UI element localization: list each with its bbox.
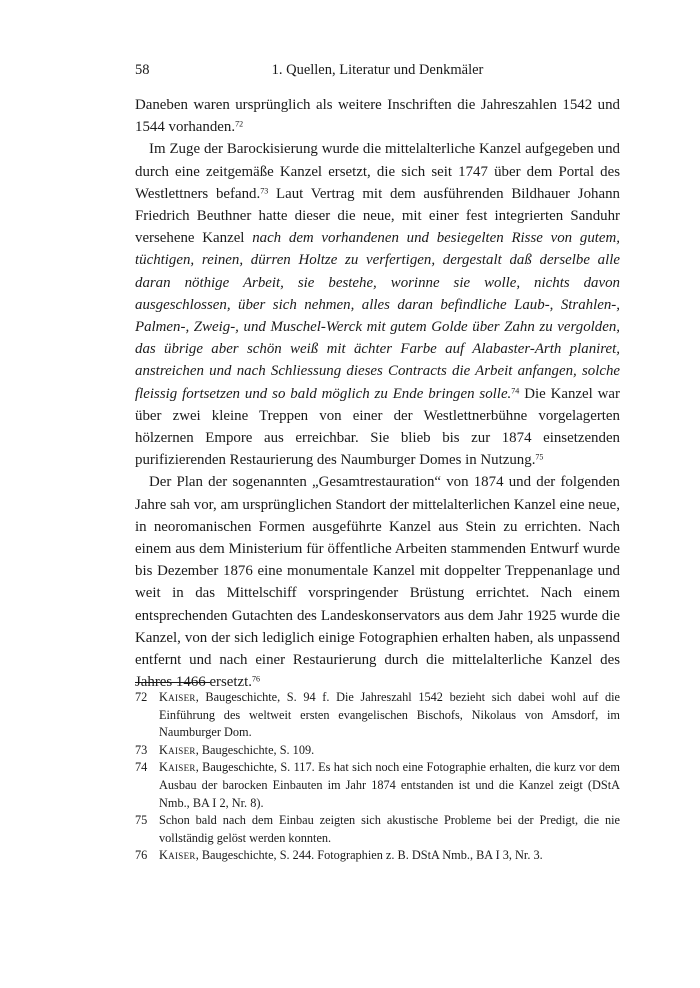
paragraph-text: Im Zuge der Barockisierung wurde die mittelalterliche Kanzel aufgegeben und durch eine zeitgemäße Kanzel ersetzt, die sich seit 1747 über dem Portal des Westlettners befand. <box>135 141 620 202</box>
footnote-body: , Baugeschichte, S. 94 f. Die Jahreszahl 1542 bezieht sich dabei wohl auf die Einführung des weltweit ersten evangelischen Bischofs, Nikolaus von Amsdorf, im Naumburger Dom. <box>159 690 620 740</box>
footnote-author: Kaiser <box>159 690 196 704</box>
paragraph-3 <box>135 471 620 693</box>
footnote-ref: 73 <box>260 186 269 196</box>
footnote-number: 76 <box>135 848 148 863</box>
footnote-ref: 76 <box>252 674 261 684</box>
running-head: 1. Quellen, Literatur und Denkmäler <box>271 62 484 78</box>
footnote-author: Kaiser <box>159 742 196 757</box>
footnote-rule <box>135 682 210 683</box>
footnote <box>135 689 620 742</box>
footnote-ref: 74 <box>511 386 520 396</box>
footnote-body: Schon bald nach dem Einbau zeigten sich akustische Probleme bei der Predigt, die nie vollständig gelöst werden konnten. <box>159 813 620 845</box>
paragraph-text: Laut Vertrag mit dem ausführenden Bildhauer Johann Friedrich Beuthner hatte dieser die neue, mit einer fest integrierten Sanduhr versehene Kanzel <box>135 185 620 247</box>
footnote-text <box>159 812 620 847</box>
footnote-text <box>159 847 620 865</box>
footnote-text <box>159 742 620 760</box>
footnote-author: Kaiser <box>159 848 196 863</box>
footnote-ref: 72 <box>235 119 244 129</box>
footnote <box>135 847 620 865</box>
footnote <box>135 812 620 847</box>
paragraph-text: Die Kanzel war über zwei kleine Treppen von einer der Westlettnerbühne vorgelagerten hölzernen Empore aus erreichbar. Sie blieb bis zur 1874 einsetzenden purifizierenden Restaurierung des Naumburger Domes in Nutzung. <box>135 385 620 469</box>
paragraph-2 <box>135 138 620 471</box>
footnote-number: 72 <box>135 690 148 704</box>
page-number: 58 <box>135 62 150 78</box>
footnote-number: 75 <box>135 813 148 828</box>
footnote-body: , Baugeschichte, S. 117. Es hat sich noch eine Fotographie erhalten, die kurz vor dem Ausbau der barocken Einbauten im Jahr 1874 entstanden ist und die Kanzel zeigt (DStA Nmb., BA I 2, Nr. 8). <box>159 760 620 810</box>
footnote-body: , Baugeschichte, S. 109. <box>195 742 315 757</box>
footnote-number: 73 <box>135 742 148 757</box>
footnote <box>135 759 620 812</box>
paragraph-text: Der Plan der sogenannten „Gesamtrestauration“ von 1874 und der folgenden Jahre sah vor, am ursprünglichen Standort der mittelalterlichen Kanzel eine neue, in neoromanischen Formen ausgeführte Kanzel aus Stein zu errichten. Nach einem aus dem Ministerium für öffentliche Arbeiten stammenden Entwurf wurde bis Dezember 1876 eine monumentale Kanzel mit doppelter Treppenanlage und weit in das Mittelschiff vorspringender Brüstung errichtet. Nach einem entsprechenden Gutachten des Landeskonservators aus dem Jahr 1925 wurde die Kanzel, von der sich lediglich einige Fotographien erhalten haben, als unpassend entfernt und nach einer Restaurierung durch die mittelalterliche Kanzel des Jahres 1466 ersetzt. <box>135 474 620 691</box>
contract-quote: nach dem vorhandenen und besiegelten Risse von gutem, tüchtigen, reinen, dürren Holtze zu verfertigen, dergestalt daß derselbe alle daran nöthige Arbeit, sie bestehe, worinne sie wolle, nichts davon ausgeschlossen, über sich nehmen, alles daran befindliche Laub-, Strahlen-, Palmen-, Zweig-, und Muschel-Werck mit gutem Golde über Zahn zu vergolden, das übrige aber schön weiß mit ächter Farbe auf Alabaster-Arth planiret, anstreichen und nach Schliessung dieses Contracts die Arbeit anfangen, solche fleissig fortsetzen und so bald möglich zu Ende bringen solle. <box>135 230 620 402</box>
footnote-number: 74 <box>135 760 148 775</box>
paragraph-1 <box>135 94 620 138</box>
main-text <box>135 94 620 693</box>
footnote-text <box>159 759 620 812</box>
footnotes <box>135 689 620 865</box>
footnote-text <box>159 689 620 742</box>
footnote <box>135 742 620 760</box>
footnote-author: Kaiser <box>159 760 196 775</box>
page-header <box>135 62 620 84</box>
footnote-body: , Baugeschichte, S. 244. Fotographien z. B. DStA Nmb., BA I 3, Nr. 3. <box>195 848 543 863</box>
paragraph-text: Daneben waren ursprünglich als weitere Inschriften die Jahreszahlen 1542 und 1544 vorhanden. <box>135 97 620 136</box>
footnote-ref: 75 <box>535 452 544 462</box>
